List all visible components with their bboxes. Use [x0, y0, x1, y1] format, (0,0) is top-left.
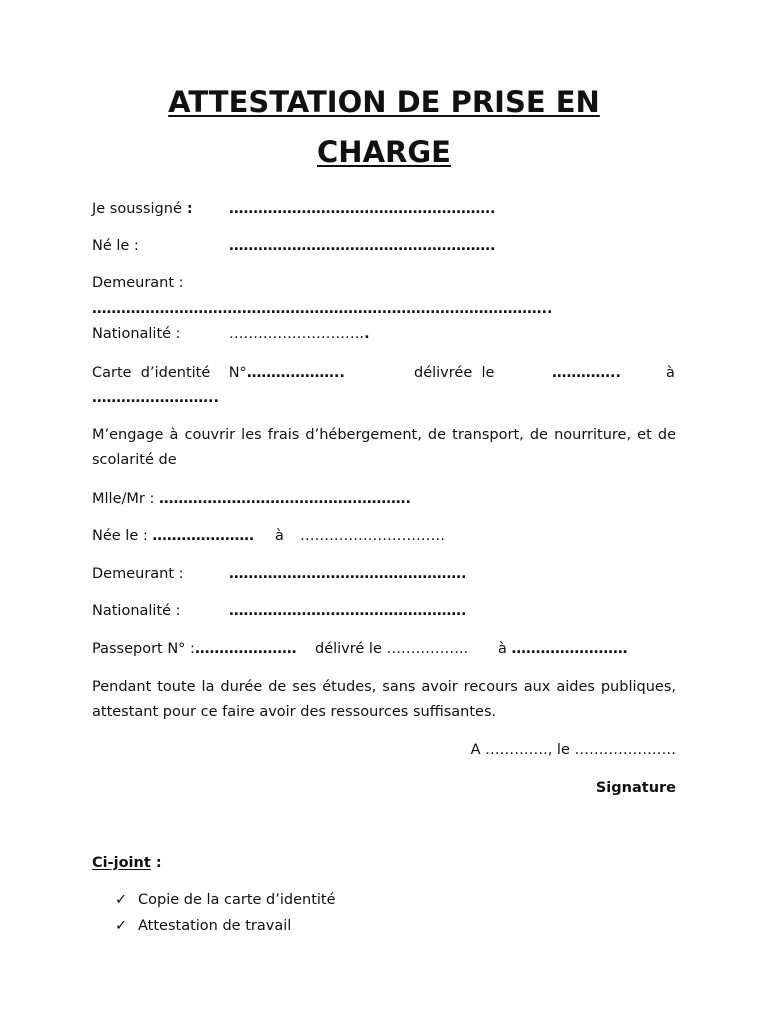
carte-label: Carte d’identité N° [92, 365, 247, 381]
soussigne-label: Je soussigné [92, 201, 182, 217]
attachment-item-label: Attestation de travail [138, 918, 292, 934]
passeport-a-row [498, 641, 628, 657]
carte-place-field: …………………….. [92, 390, 220, 406]
nationalite-field: ………………………. [229, 326, 365, 342]
nationalite-label: Nationalité : [92, 326, 181, 342]
beneficiary-nationalite-field: …………………………………………. [229, 603, 467, 619]
ne-le-field: ………………………………………………. [229, 238, 496, 254]
demeurant-label: Demeurant : [92, 275, 184, 291]
passeport-row [92, 641, 296, 657]
attachment-item [115, 892, 336, 908]
check-icon: ✓ [115, 918, 128, 934]
beneficiary-nationalite-label: Nationalité : [92, 603, 181, 619]
document-title-line-2: CHARGE [317, 135, 451, 169]
passeport-a-label: à [498, 641, 507, 657]
nee-a-label: à [275, 528, 284, 544]
carte-row [92, 365, 345, 381]
nee-le-row [92, 528, 254, 544]
engagement-paragraph: M’engage à couvrir les frais d’hébergement, de transport, de nourriture, et de scolarité de [92, 427, 676, 468]
nee-le-field: ………………… [152, 528, 254, 544]
attachments-heading-colon: : [150, 855, 162, 871]
nationalite-field-end: . [364, 326, 370, 342]
nee-a-field: ………………………… [300, 528, 445, 544]
attachments-heading-text: Ci-joint [92, 855, 151, 871]
closing-paragraph: Pendant toute la durée de ses études, sans avoir recours aux aides publiques, attestant pour ce faire avoir des ressources suffisantes. [92, 679, 676, 720]
delivre-field: …………….. [386, 641, 469, 657]
ne-le-label: Né le : [92, 238, 139, 254]
attachments-heading [92, 855, 162, 871]
demeurant-field: ………………………………………………………………………………….. [92, 301, 553, 317]
soussigne-row [92, 201, 193, 217]
nationalite-field-row [229, 326, 370, 342]
mlle-field: ……………………………………………. [158, 491, 411, 507]
delivre-label: délivré le [315, 641, 382, 657]
mlle-label: Mlle/Mr : [92, 491, 155, 507]
attachment-item-label: Copie de la carte d’identité [138, 892, 336, 908]
document-title-line-1: ATTESTATION DE PRISE EN [168, 85, 600, 119]
check-icon: ✓ [115, 892, 128, 908]
passeport-field: ………………… [194, 641, 297, 657]
beneficiary-demeurant-label: Demeurant : [92, 566, 184, 582]
delivree-date-field: ………….. [552, 365, 622, 381]
delivre-row [315, 641, 468, 657]
soussigne-field: ………………………………………………. [229, 201, 496, 217]
passeport-label: Passeport N° : [92, 641, 195, 657]
attachment-item [115, 918, 291, 934]
nee-le-label: Née le : [92, 528, 148, 544]
carte-a-label: à [666, 365, 675, 381]
beneficiary-demeurant-field: …………………………………………. [229, 566, 467, 582]
passeport-a-field: …………………… [511, 641, 628, 657]
delivree-label: délivrée le [414, 365, 495, 381]
signature-label: Signature [595, 780, 676, 796]
mlle-row [92, 491, 411, 507]
soussigne-colon: : [181, 201, 193, 217]
carte-number-field: ……………….. [246, 365, 345, 381]
place-date-line: A …………., le ………………… [470, 742, 676, 758]
